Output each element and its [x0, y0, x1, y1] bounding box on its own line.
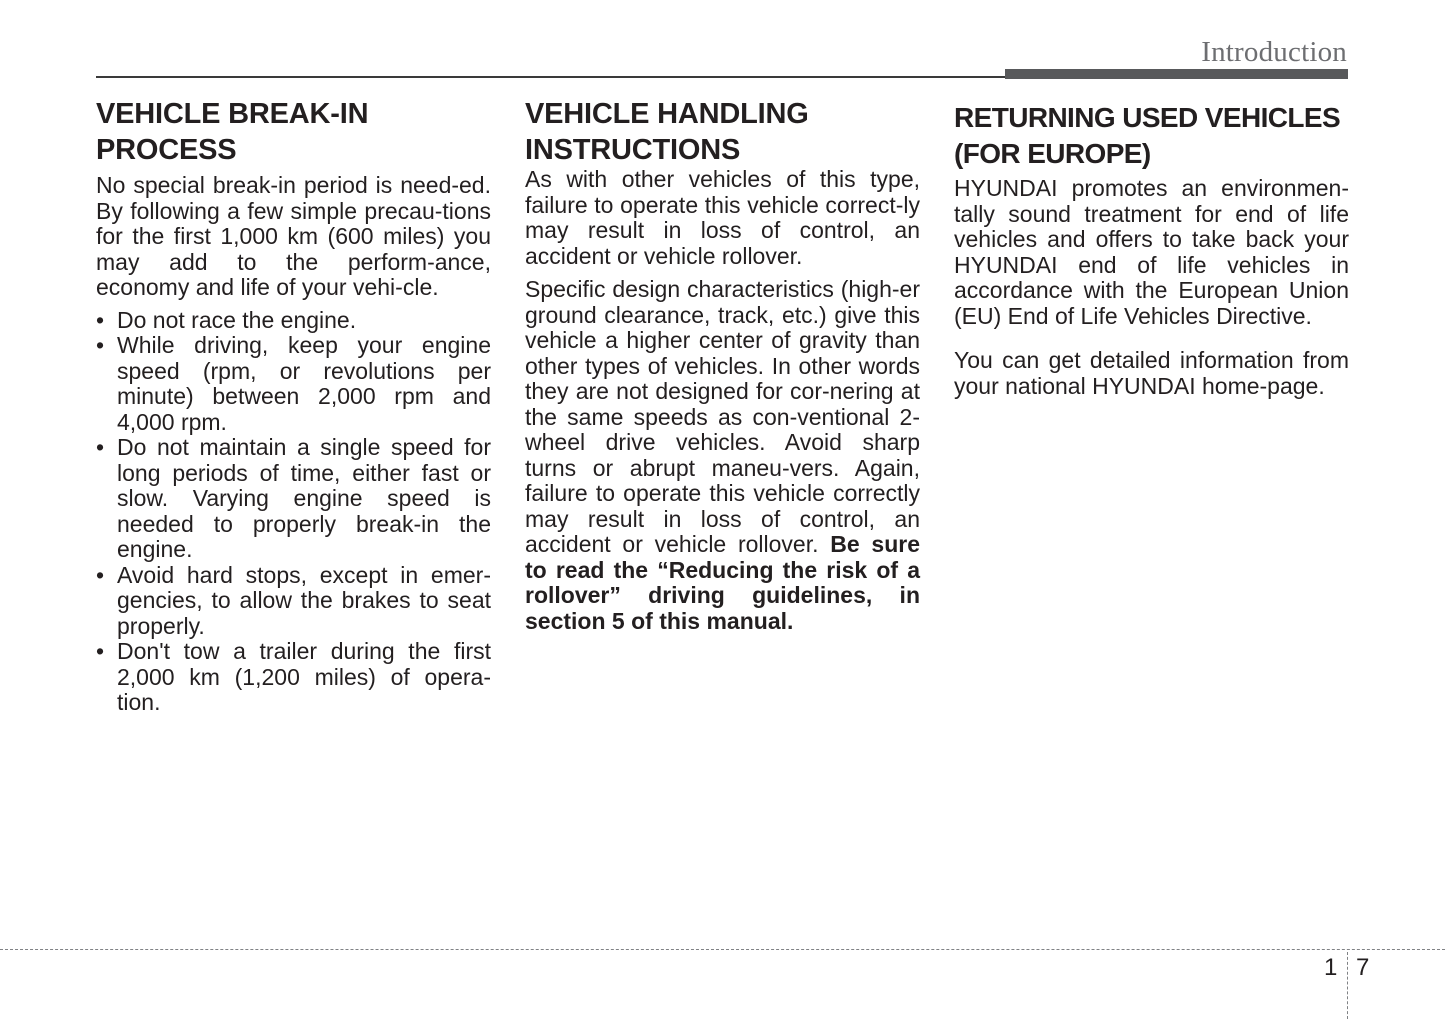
heading-line: VEHICLE HANDLING [525, 98, 809, 130]
list-item-text: Don't tow a trailer during the first 2,000 km (1,200 miles) of opera-tion. [117, 638, 491, 715]
bullet-icon: • [96, 306, 105, 333]
paragraph: No special break-in period is need-ed. By following a few simple precau-tions for the first 1,000 km (600 miles) you may add to the perform-ance, economy and life of your vehi-cle. [96, 172, 491, 300]
heading-break-in [96, 96, 491, 168]
list-item [96, 435, 491, 563]
list-item [96, 308, 491, 334]
section-title: Introduction [1201, 36, 1347, 68]
heading-handling [525, 96, 920, 168]
paragraph-with-warning [525, 277, 920, 634]
header-rule [96, 76, 1006, 78]
page-number-divider [1347, 952, 1348, 1019]
column-returning [954, 100, 1349, 399]
footer-divider [0, 949, 1445, 950]
column-break-in [96, 96, 491, 716]
bullet-icon: • [96, 332, 105, 358]
list-item-text: Avoid hard stops, except in emer-gencies, to allow the brakes to seat properly. [117, 561, 491, 639]
heading-line: (FOR EUROPE) [954, 138, 1151, 169]
heading-line: PROCESS [96, 134, 237, 166]
heading-line: VEHICLE BREAK-IN [96, 98, 369, 130]
heading-line: RETURNING USED VEHICLES [954, 102, 1341, 133]
paragraph: HYUNDAI promotes an environmen-tally sound treatment for end of life vehicles and offers to take back your HYUNDAI end of life vehicles in accordance with the European Union (EU) End of Life Vehicles Directive. [954, 175, 1349, 329]
bullet-list [96, 308, 491, 716]
section-number: 1 [1324, 954, 1338, 981]
bullet-icon: • [96, 434, 105, 460]
header-accent-bar [1005, 69, 1348, 79]
rollover-warning: Be sure to read the “Reducing the risk of a rollover” driving guidelines, in section 5 of this manual. [525, 531, 921, 634]
list-item-text: Do not maintain a single speed for long periods of time, either fast or slow. Varying engine speed is needed to properly break-in the engine. [117, 434, 491, 562]
list-item [96, 563, 491, 640]
paragraph-text: Specific design characteristics (high-er ground clearance, track, etc.) give this vehicle a higher center of gravity than other types of vehicles. In other words they are not designed for cor-nering at the same speeds as con-ventional 2-wheel drive vehicles. Avoid sharp turns or abrupt maneu-vers. Again, failure to operate this vehicle correctly may result in loss of control, an accident or vehicle rollover. [525, 276, 920, 557]
paragraph: As with other vehicles of this type, failure to operate this vehicle correct-ly may result in loss of control, an accident or vehicle rollover. [525, 166, 920, 269]
list-item [96, 639, 491, 716]
paragraph: You can get detailed information from your national HYUNDAI home-page. [954, 347, 1349, 399]
list-item [96, 333, 491, 435]
heading-returning [954, 100, 1349, 172]
bullet-icon: • [96, 561, 105, 588]
heading-line: INSTRUCTIONS [525, 134, 741, 166]
bullet-icon: • [96, 638, 105, 664]
list-item-text: While driving, keep your engine speed (rpm, or revolutions per minute) between 2,000 rpm and 4,000 rpm. [117, 332, 491, 435]
page-number: 7 [1356, 954, 1370, 981]
column-handling [525, 96, 920, 634]
list-item-text: Do not race the engine. [117, 306, 357, 333]
